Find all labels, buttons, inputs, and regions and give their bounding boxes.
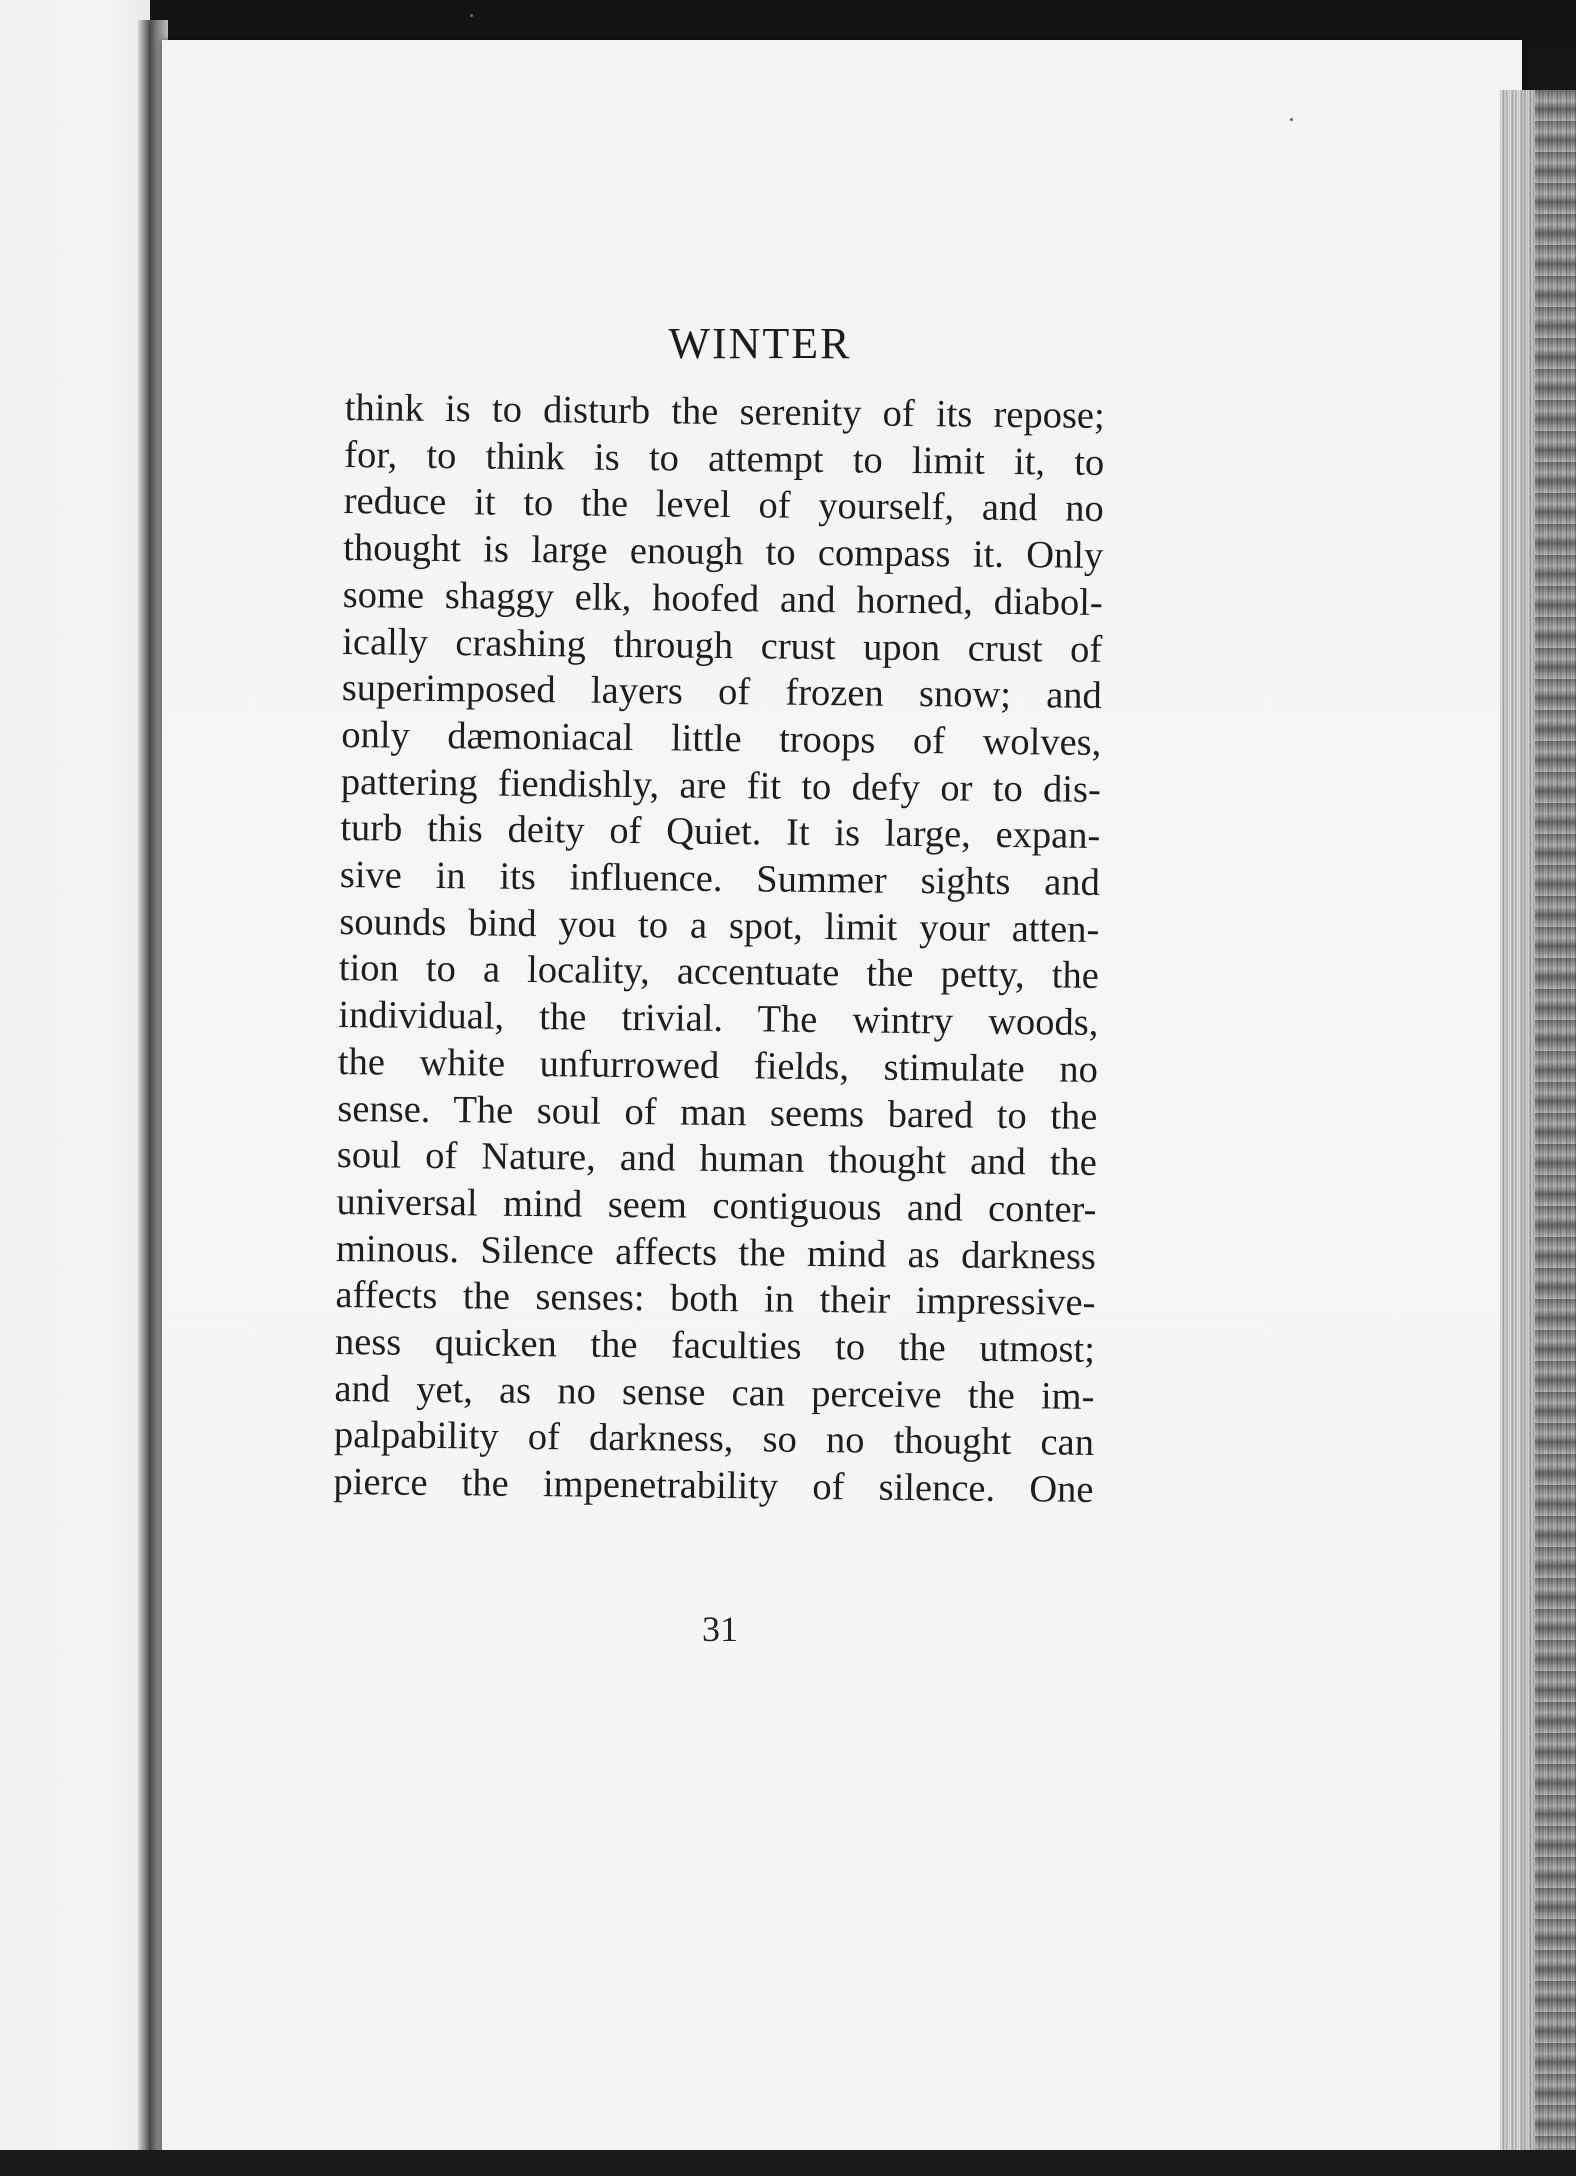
text-line: and yet, as no sense can perceive the im-	[334, 1367, 1095, 1418]
text-line: superimposed layers of frozen snow; and	[341, 667, 1103, 718]
text-line: for, to think is to attempt to limit it, to	[344, 433, 1105, 484]
text-line: sive in its influence. Summer sights and	[339, 854, 1101, 904]
text-line: some shaggy elk, hoofed and horned, diabol-	[342, 573, 1103, 624]
text-line: reduce it to the level of yourself, and no	[343, 480, 1104, 531]
text-line: sounds bind you to a spot, limit your atten-	[339, 900, 1100, 951]
text-line: sense. The soul of man seems bared to the	[337, 1087, 1098, 1138]
running-head: WINTER	[668, 319, 852, 368]
text-line: individual, the trivial. The wintry woods,	[338, 994, 1099, 1045]
text-line: affects the senses: both in their impressive-	[335, 1274, 1096, 1325]
page-body-text	[333, 385, 1105, 1514]
text-line: only dæmoniacal little troops of wolves,	[341, 713, 1102, 764]
text-line: tion to a locality, accentuate the petty, the	[338, 947, 1100, 998]
text-line: minous. Silence affects the mind as darkness	[335, 1227, 1097, 1278]
text-line: pierce the impenetrability of silence. One	[333, 1461, 1094, 1512]
text-line: soul of Nature, and human thought and the	[336, 1134, 1098, 1185]
text-line: think is to disturb the serenity of its repose;	[344, 386, 1105, 437]
left-page	[0, 0, 150, 2176]
text-line: ness quicken the faculties to the utmost;	[334, 1321, 1096, 1371]
dust-speck	[1290, 118, 1293, 121]
dust-speck	[470, 14, 473, 17]
text-line: ically crashing through crust upon crust of	[342, 620, 1103, 671]
text-line: thought is large enough to compass it. Only	[343, 527, 1104, 578]
text-line: pattering fiendishly, are fit to defy or to dis-	[340, 760, 1102, 811]
text-line: palpability of darkness, so no thought can	[333, 1414, 1095, 1465]
text-line: turb this deity of Quiet. It is large, expan-	[340, 807, 1101, 858]
page-number: 31	[702, 1609, 738, 1649]
page-fore-edge-shading	[1535, 90, 1576, 2176]
bottom-shadow	[0, 2150, 1576, 2176]
text-line: the white unfurrowed fields, stimulate no	[337, 1040, 1099, 1091]
text-line: universal mind seem contiguous and conter-	[336, 1180, 1097, 1231]
